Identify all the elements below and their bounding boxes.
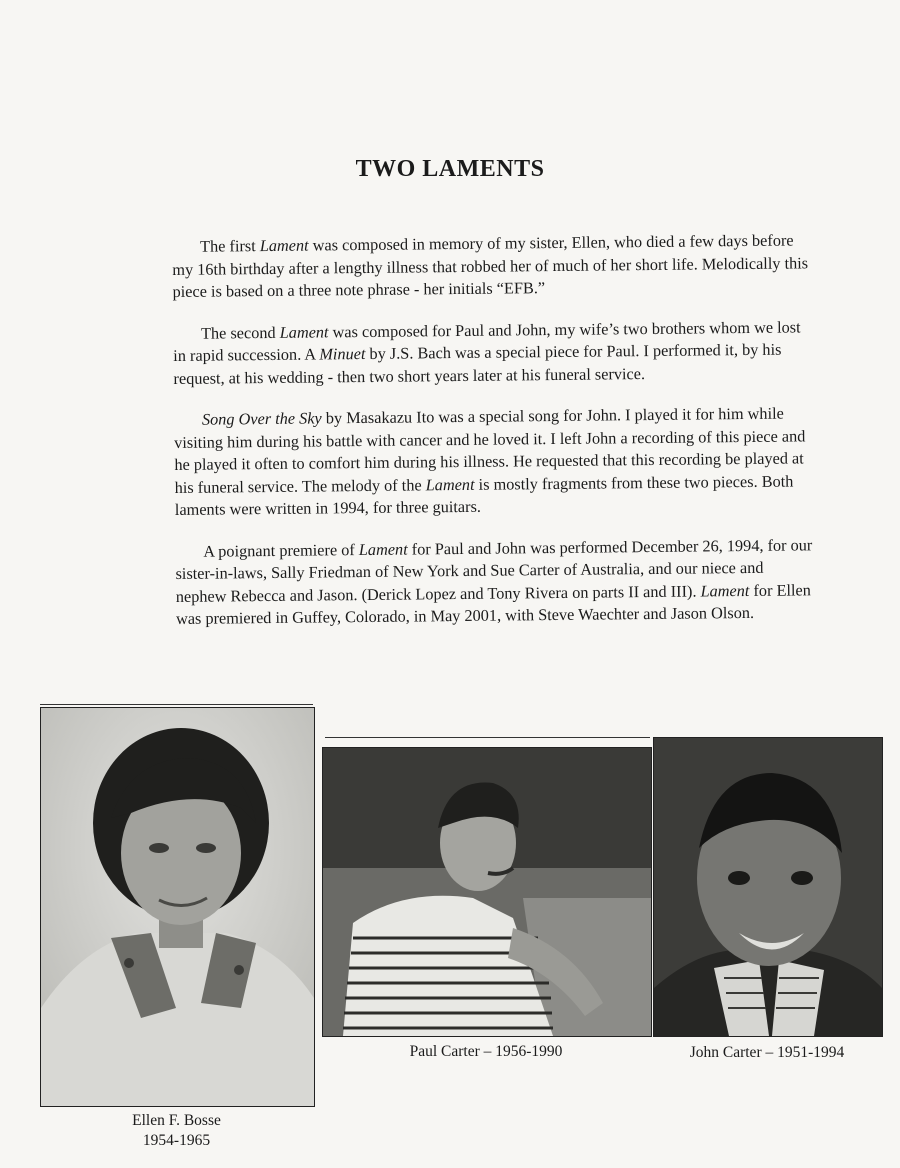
caption-ellen-name: Ellen F. Bosse (132, 1112, 221, 1129)
photo-border-line (40, 704, 313, 705)
text-run: by Masakazu Ito was a special song for John. I played it for him while visiting him during his battle with cancer and he loved it. I left John a recording of this piece and he played it often to comfort him during his illness. He requested that this recording be played at his funeral service. The melody of the (174, 403, 806, 497)
italic-run: Lament (700, 580, 750, 600)
portrait-image (323, 748, 651, 1036)
italic-run: Lament (279, 321, 329, 342)
paragraph-paul-john-lament (173, 316, 814, 390)
text-run: The second (200, 322, 280, 343)
photo-ellen (40, 707, 315, 1107)
text-run: was composed for Paul and John, my wife’s two brothers whom we lost in rapid succession. A (173, 316, 801, 365)
text-run: for Ellen was premiered in Guffey, Colorado, in May 2001, with Steve Waechter and Jason Olson. (175, 579, 811, 628)
caption-ellen (40, 1111, 313, 1151)
italic-run: Lament (259, 235, 309, 256)
text-run: is mostly fragments from these two pieces. Both laments were written in 1994, for three guitars. (174, 471, 794, 519)
text-run: A poignant premiere of (203, 539, 359, 561)
paragraph-song-over-the-sky (174, 402, 815, 521)
paragraph-ellen-lament (172, 229, 813, 303)
caption-john: John Carter – 1951-1994 (689, 1044, 845, 1061)
page-title: TWO LAMENTS (355, 156, 545, 182)
italic-run: Song Over the Sky (201, 408, 322, 429)
text-run: was composed in memory of my sister, Ellen, who died a few days before my 16th birthday after a lengthy illness that robbed her of much of her short life. Melodically this piece is based on a three note phrase - her initials “EFB.” (172, 230, 809, 301)
text-run: for Paul and John was performed December 26, 1994, for our sister-in-laws, Sally Friedman of New York and Sue Carter of Australia, and our niece and nephew Rebecca and Jason. (Derick Lopez and Tony Rivera on parts II and III). (175, 534, 813, 606)
caption-paul: Paul Carter – 1956-1990 (409, 1043, 563, 1060)
photo-border-line (325, 737, 650, 738)
portrait-image (41, 708, 314, 1106)
body-text (172, 229, 816, 649)
italic-run: Minuet (319, 343, 366, 364)
photo-john (653, 737, 883, 1037)
portrait-image (654, 738, 882, 1036)
paragraph-premiere (175, 534, 816, 631)
photo-paul (322, 747, 652, 1037)
italic-run: Lament (358, 539, 408, 559)
italic-run: Lament (425, 474, 475, 494)
text-run: The first (200, 236, 260, 256)
text-run: by J.S. Bach was a special piece for Paul. I performed it, by his request, at his wedding - then two short years later at his funeral service. (173, 339, 782, 388)
caption-ellen-years: 1954-1965 (142, 1132, 211, 1149)
